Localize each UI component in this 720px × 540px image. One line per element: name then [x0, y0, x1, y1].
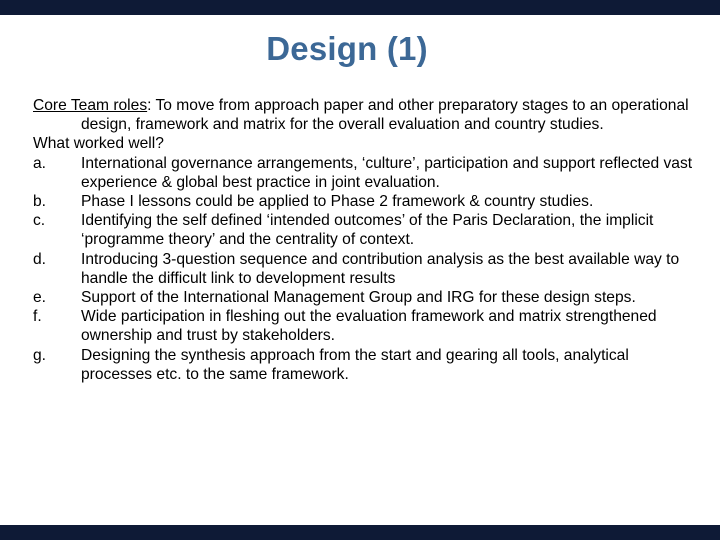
list-marker: a.: [33, 154, 47, 172]
list-item: [33, 288, 693, 307]
list-marker: f.: [33, 308, 42, 326]
list-item-text: Wide participation in fleshing out the evaluation framework and matrix strengthened ownership and trust by stakeholders.: [81, 308, 657, 345]
list-item-text: Support of the International Management Group and IRG for these design steps.: [81, 289, 636, 307]
list-item: [33, 211, 693, 249]
list-item: [33, 307, 693, 345]
list-item: [33, 250, 693, 288]
bottom-border-bar: [0, 525, 720, 540]
top-border-bar: [0, 0, 720, 15]
list-item: [33, 192, 693, 211]
intro-text: : To move from approach paper and other preparatory stages to an operational design, framework and matrix for the overall evaluation and country studies.: [81, 97, 689, 134]
list-item-text: Identifying the self defined ‘intended outcomes’ of the Paris Declaration, the implicit ‘programme theory’ and the centrality of context.: [81, 212, 654, 249]
slide-body: [33, 96, 693, 384]
list-item-text: International governance arrangements, ‘culture’, participation and support reflected vast experience & global best practice in joint evaluation.: [81, 154, 693, 191]
list-item: [33, 346, 693, 384]
list-marker: g.: [33, 346, 47, 364]
list-marker: c.: [33, 212, 46, 230]
list-item: [33, 154, 693, 192]
list-marker: b.: [33, 193, 47, 211]
list-item-text: Introducing 3-question sequence and contribution analysis as the best available way to handle the difficult link to development results: [81, 250, 680, 287]
list-marker: d.: [33, 250, 47, 268]
list-marker: e.: [33, 289, 47, 307]
slide-title: Design (1): [266, 30, 428, 67]
intro-label: Core Team roles: [33, 97, 148, 114]
intro-paragraph: [33, 96, 693, 134]
list-item-text: Designing the synthesis approach from the start and gearing all tools, analytical processes etc. to the same framework.: [81, 346, 629, 383]
subheading: What worked well?: [33, 135, 164, 153]
list-item-text: Phase I lessons could be applied to Phase 2 framework & country studies.: [81, 193, 594, 211]
